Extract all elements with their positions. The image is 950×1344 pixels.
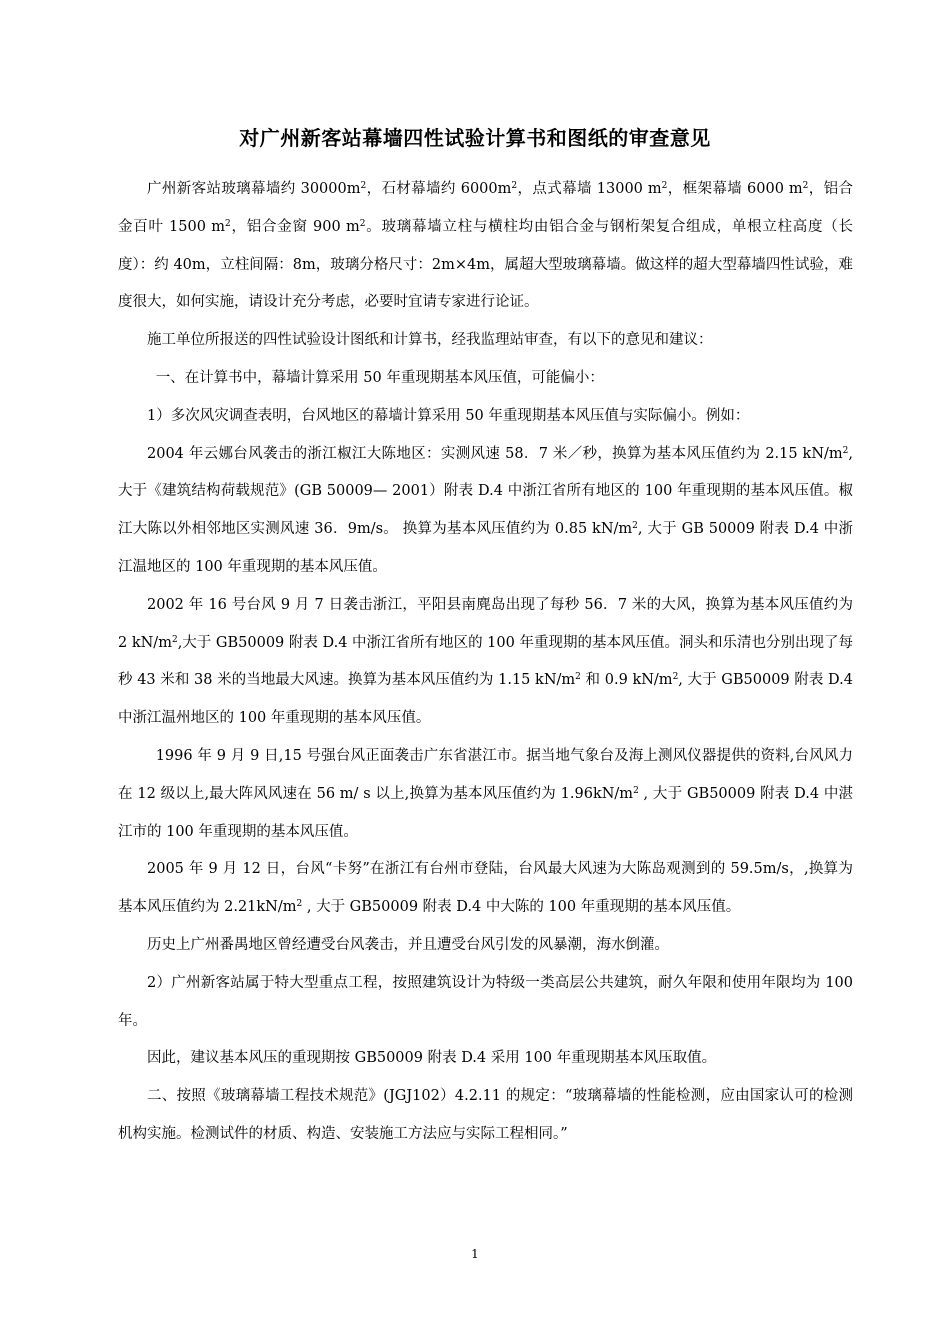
- text-run: ，点式幕墙 13000 m: [517, 181, 662, 197]
- paragraph: [118, 322, 853, 360]
- text-run: 二、按照《玻璃幕墙工程技术规范》(JGJ102）4.2.11 的规定：“玻璃幕墙的性能检测，应由国家认可的检测机构实施。检测试件的材质、构造、安装施工方法应与实际工程相同。”: [118, 1088, 853, 1142]
- page-number: 1: [471, 1247, 479, 1261]
- superscript: 2: [672, 672, 679, 683]
- paragraph: [118, 398, 853, 436]
- text-run: 一、在计算书中，幕墙计算采用 50 年重现期基本风压值，可能偏小：: [155, 369, 604, 386]
- paragraph: [118, 851, 853, 927]
- text-run: ，铝合金窗 900 m: [230, 218, 360, 235]
- superscript: 2: [632, 521, 638, 532]
- text-run: , 大于 GB50009 附表 D.4 中湛江市的 100 年重现期的基本风压值。: [118, 785, 853, 840]
- superscript: 2: [575, 672, 581, 683]
- text-run: 2002 年 16 号台风 9 月 7 日袭击浙江，平阳县南麂岛出现了每秒 56．7 米的大风，换算为基本风压值约为 2 kN/m: [118, 596, 853, 651]
- text-run: 2005 年 9 月 12 日，台风“卡努”在浙江有台州市登陆，台风最大风速为大陈岛观测到的 59.5m/s，,换算为基本风压值约为 2.21kN/m: [118, 861, 853, 916]
- superscript: 2: [225, 218, 231, 229]
- text-run: 施工单位所报送的四性试验设计图纸和计算书，经我监理站审查，有以下的意见和建议：: [147, 332, 713, 349]
- text-run: 和 0.9 kN/m: [580, 672, 673, 689]
- text-run: ,大于 GB50009 附表 D.4 中浙江省所有地区的 100 年重现期的基本风压值。洞头和乐清也分别出现了每秒 43 米和 38 米的当地最大风速。换算为基本风压值约为 1.15 kN/m: [118, 634, 853, 689]
- superscript: 2: [661, 181, 668, 191]
- text-run: 历史上广州番禺地区曾经遭受台风袭击，并且遭受台风引发的风暴潮，海水倒灌。: [147, 936, 669, 953]
- text-run: 因此，建议基本风压的重现期按 GB50009 附表 D.4 采用 100 年重现期基本风压取值。: [147, 1050, 717, 1067]
- document-title: 对广州新客站幕墙四性试验计算书和图纸的审查意见: [239, 126, 711, 150]
- paragraph: [118, 171, 853, 322]
- superscript: 2: [360, 181, 367, 191]
- superscript: 2: [842, 445, 849, 456]
- text-run: , 大于 GB50009 附表 D.4 中浙江温州地区的 100 年重现期的基本风压值。: [118, 672, 853, 727]
- text-run: , 大于 GB50009 附表 D.4 中大陈的 100 年重现期的基本风压值。: [302, 899, 741, 916]
- paragraph: [118, 436, 853, 587]
- text-run: ，框架幕墙 6000 m: [667, 181, 803, 197]
- text-run: ,大于《建筑结构荷载规范》(GB 50009— 2001）附表 D.4 中浙江省所有地区的 100 年重现期的基本风压值。椒江大陈以外相邻地区实测风速 36．9m/s。 换算为基本风压值约为 0.85 kN/m: [118, 445, 853, 538]
- paragraph: [118, 738, 853, 851]
- text-run: ，铝合金百叶 1500 m: [118, 181, 853, 235]
- superscript: 2: [171, 634, 178, 645]
- text-run: ，石材幕墙约 6000m: [366, 181, 512, 197]
- text-run: , 大于 GB 50009 附表 D.4 中浙江温地区的 100 年重现期的基本风压值。: [118, 521, 853, 575]
- text-run: 1996 年 9 月 9 日,15 号强台风正面袭击广东省湛江市。据当地气象台及海上测风仪器提供的资料,台风风力在 12 级以上,最大阵风风速在 56 m/ s 以上,换算为基本风压值约为 1.96kN/m: [118, 747, 853, 802]
- text-run: 2）广州新客站属于特大型重点工程，按照建筑设计为特级一类高层公共建筑，耐久年限和使用年限均为 100 年。: [118, 974, 853, 1029]
- text-run: 广州新客站玻璃幕墙约 30000m: [147, 181, 361, 197]
- paragraph: [118, 1078, 853, 1154]
- superscript: 2: [802, 181, 809, 191]
- superscript: 2: [633, 785, 639, 796]
- text-run: 2004 年云娜台风袭击的浙江椒江大陈地区：实测风速 58．7 米／秒，换算为基本风压值约为 2.15 kN/m: [147, 445, 843, 462]
- text-run: 。玻璃幕墙立柱与横柱均由铝合金与钢桁架复合组成，单根立柱高度（长度）：约 40m，立柱间隔：8m，玻璃分格尺寸：2m×4m，属超大型玻璃幕墙。做这样的超大型幕墙四性试验，难度很大，如何实施，请设计充分考虑，必要时宜请专家进行论证。: [118, 218, 853, 311]
- superscript: 2: [359, 218, 366, 229]
- paragraph: [118, 1040, 853, 1078]
- document-body: [118, 171, 853, 1154]
- paragraph: [118, 927, 853, 965]
- superscript: 2: [296, 899, 303, 910]
- paragraph: [118, 587, 853, 738]
- paragraph: [118, 360, 853, 398]
- superscript: 2: [511, 181, 518, 191]
- text-run: 1）多次风灾调查表明，台风地区的幕墙计算采用 50 年重现期基本风压值与实际偏小。例如：: [147, 407, 750, 424]
- paragraph: [118, 965, 853, 1041]
